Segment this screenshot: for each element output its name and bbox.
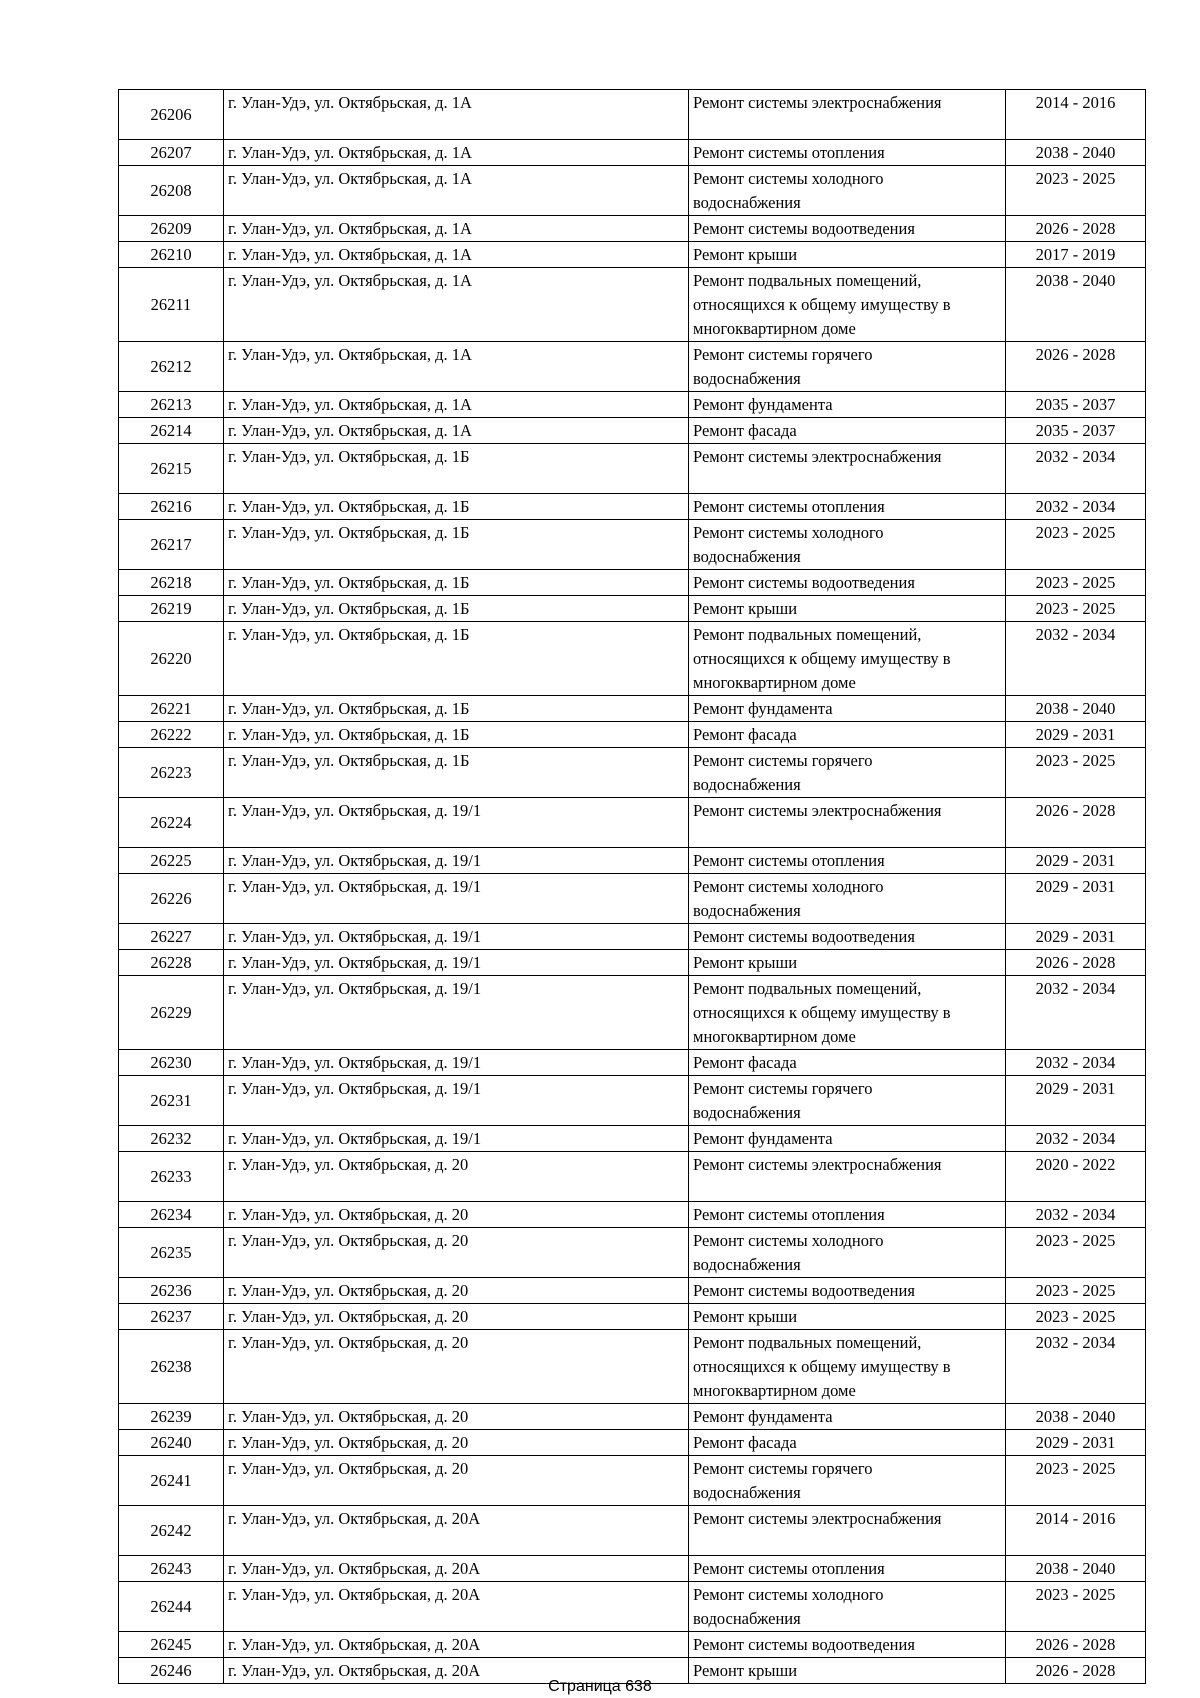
work-type-cell xyxy=(689,1076,1006,1126)
period-cell: 2023 - 2025 xyxy=(1006,520,1146,570)
table-row xyxy=(119,216,1146,242)
row-number: 26221 xyxy=(119,696,224,722)
row-number: 26215 xyxy=(119,444,224,494)
work-type-cell xyxy=(689,1632,1006,1658)
period-cell: 2029 - 2031 xyxy=(1006,722,1146,748)
address-cell: г. Улан-Удэ, ул. Октябрьская, д. 19/1 xyxy=(224,976,689,1050)
table-row xyxy=(119,90,1146,140)
row-number: 26237 xyxy=(119,1304,224,1330)
repair-schedule-table xyxy=(118,89,1146,1684)
work-type-line: Ремонт фасада xyxy=(693,1053,797,1072)
row-number: 26211 xyxy=(119,268,224,342)
work-type-cell xyxy=(689,1202,1006,1228)
address-cell: г. Улан-Удэ, ул. Октябрьская, д. 1А xyxy=(224,342,689,392)
work-type-line: Ремонт системы отопления xyxy=(693,1559,885,1578)
address-cell: г. Улан-Удэ, ул. Октябрьская, д. 20 xyxy=(224,1202,689,1228)
row-number: 26238 xyxy=(119,1330,224,1404)
work-type-line: Ремонт системы электроснабжения xyxy=(693,1509,942,1528)
table-row xyxy=(119,1278,1146,1304)
work-type-cell xyxy=(689,268,1006,342)
work-type-cell xyxy=(689,1556,1006,1582)
table-row xyxy=(119,418,1146,444)
table-row xyxy=(119,1456,1146,1506)
row-number: 26208 xyxy=(119,166,224,216)
period-cell: 2035 - 2037 xyxy=(1006,418,1146,444)
address-cell: г. Улан-Удэ, ул. Октябрьская, д. 20А xyxy=(224,1658,689,1684)
table-row xyxy=(119,1126,1146,1152)
work-type-cell xyxy=(689,596,1006,622)
work-type-line: многоквартирном доме xyxy=(693,319,856,338)
period-cell: 2026 - 2028 xyxy=(1006,798,1146,848)
address-cell: г. Улан-Удэ, ул. Октябрьская, д. 20 xyxy=(224,1278,689,1304)
work-type-line: относящихся к общему имуществу в xyxy=(693,1003,951,1022)
work-type-cell xyxy=(689,874,1006,924)
work-type-line: Ремонт фундамента xyxy=(693,1407,833,1426)
work-type-line: Ремонт подвальных помещений, xyxy=(693,1333,922,1352)
address-cell: г. Улан-Удэ, ул. Октябрьская, д. 20А xyxy=(224,1632,689,1658)
work-type-line: Ремонт системы холодного xyxy=(693,1231,884,1250)
work-type-cell xyxy=(689,622,1006,696)
period-cell: 2026 - 2028 xyxy=(1006,1658,1146,1684)
work-type-line: Ремонт фасада xyxy=(693,725,797,744)
work-type-cell xyxy=(689,798,1006,848)
row-number: 26206 xyxy=(119,90,224,140)
table-row xyxy=(119,1506,1146,1556)
work-type-line: Ремонт крыши xyxy=(693,953,798,972)
table-row xyxy=(119,1228,1146,1278)
work-type-line: Ремонт системы водоотведения xyxy=(693,573,915,592)
table-row xyxy=(119,166,1146,216)
period-cell: 2038 - 2040 xyxy=(1006,1556,1146,1582)
table-row xyxy=(119,342,1146,392)
address-cell: г. Улан-Удэ, ул. Октябрьская, д. 1А xyxy=(224,216,689,242)
work-type-line: Ремонт системы отопления xyxy=(693,851,885,870)
row-number: 26226 xyxy=(119,874,224,924)
address-cell: г. Улан-Удэ, ул. Октябрьская, д. 1Б xyxy=(224,520,689,570)
row-number: 26213 xyxy=(119,392,224,418)
work-type-line: Ремонт подвальных помещений, xyxy=(693,625,922,644)
address-cell: г. Улан-Удэ, ул. Октябрьская, д. 20 xyxy=(224,1456,689,1506)
table-row xyxy=(119,1582,1146,1632)
row-number: 26234 xyxy=(119,1202,224,1228)
work-type-line: Ремонт крыши xyxy=(693,1661,798,1680)
work-type-line: водоснабжения xyxy=(693,193,801,212)
table-row xyxy=(119,976,1146,1050)
table-row xyxy=(119,1304,1146,1330)
address-cell: г. Улан-Удэ, ул. Октябрьская, д. 1Б xyxy=(224,444,689,494)
period-cell: 2023 - 2025 xyxy=(1006,1228,1146,1278)
work-type-cell xyxy=(689,1278,1006,1304)
row-number: 26231 xyxy=(119,1076,224,1126)
address-cell: г. Улан-Удэ, ул. Октябрьская, д. 19/1 xyxy=(224,848,689,874)
address-cell: г. Улан-Удэ, ул. Октябрьская, д. 19/1 xyxy=(224,924,689,950)
address-cell: г. Улан-Удэ, ул. Октябрьская, д. 20 xyxy=(224,1330,689,1404)
address-cell: г. Улан-Удэ, ул. Октябрьская, д. 1Б xyxy=(224,596,689,622)
work-type-line: водоснабжения xyxy=(693,901,801,920)
period-cell: 2035 - 2037 xyxy=(1006,392,1146,418)
address-cell: г. Улан-Удэ, ул. Октябрьская, д. 19/1 xyxy=(224,798,689,848)
row-number: 26222 xyxy=(119,722,224,748)
row-number: 26207 xyxy=(119,140,224,166)
work-type-cell xyxy=(689,1228,1006,1278)
row-number: 26216 xyxy=(119,494,224,520)
table-row xyxy=(119,520,1146,570)
table-row xyxy=(119,748,1146,798)
address-cell: г. Улан-Удэ, ул. Октябрьская, д. 1А xyxy=(224,268,689,342)
period-cell: 2032 - 2034 xyxy=(1006,1202,1146,1228)
period-cell: 2023 - 2025 xyxy=(1006,1582,1146,1632)
row-number: 26225 xyxy=(119,848,224,874)
work-type-cell xyxy=(689,950,1006,976)
work-type-cell xyxy=(689,140,1006,166)
work-type-line: водоснабжения xyxy=(693,1609,801,1628)
work-type-cell xyxy=(689,1152,1006,1202)
period-cell: 2038 - 2040 xyxy=(1006,140,1146,166)
row-number: 26235 xyxy=(119,1228,224,1278)
row-number: 26243 xyxy=(119,1556,224,1582)
period-cell: 2032 - 2034 xyxy=(1006,1050,1146,1076)
work-type-line: многоквартирном доме xyxy=(693,673,856,692)
period-cell: 2038 - 2040 xyxy=(1006,268,1146,342)
table-row xyxy=(119,1202,1146,1228)
row-number: 26244 xyxy=(119,1582,224,1632)
table-row xyxy=(119,494,1146,520)
work-type-cell xyxy=(689,976,1006,1050)
period-cell: 2029 - 2031 xyxy=(1006,924,1146,950)
work-type-line: Ремонт системы водоотведения xyxy=(693,1635,915,1654)
work-type-line: Ремонт крыши xyxy=(693,245,798,264)
row-number: 26241 xyxy=(119,1456,224,1506)
row-number: 26210 xyxy=(119,242,224,268)
work-type-cell xyxy=(689,342,1006,392)
table-row xyxy=(119,924,1146,950)
address-cell: г. Улан-Удэ, ул. Октябрьская, д. 1Б xyxy=(224,722,689,748)
work-type-cell xyxy=(689,570,1006,596)
address-cell: г. Улан-Удэ, ул. Октябрьская, д. 1Б xyxy=(224,696,689,722)
work-type-cell xyxy=(689,444,1006,494)
work-type-cell xyxy=(689,520,1006,570)
address-cell: г. Улан-Удэ, ул. Октябрьская, д. 1Б xyxy=(224,494,689,520)
row-number: 26246 xyxy=(119,1658,224,1684)
work-type-line: Ремонт системы холодного xyxy=(693,877,884,896)
row-number: 26212 xyxy=(119,342,224,392)
work-type-cell xyxy=(689,494,1006,520)
period-cell: 2029 - 2031 xyxy=(1006,1430,1146,1456)
work-type-line: относящихся к общему имуществу в xyxy=(693,649,951,668)
period-cell: 2023 - 2025 xyxy=(1006,596,1146,622)
table-row xyxy=(119,1556,1146,1582)
work-type-line: Ремонт системы отопления xyxy=(693,497,885,516)
period-cell: 2032 - 2034 xyxy=(1006,622,1146,696)
table-row xyxy=(119,798,1146,848)
work-type-line: многоквартирном доме xyxy=(693,1381,856,1400)
period-cell: 2032 - 2034 xyxy=(1006,444,1146,494)
work-type-cell xyxy=(689,418,1006,444)
work-type-line: Ремонт подвальных помещений, xyxy=(693,271,922,290)
address-cell: г. Улан-Удэ, ул. Октябрьская, д. 1А xyxy=(224,166,689,216)
address-cell: г. Улан-Удэ, ул. Октябрьская, д. 20А xyxy=(224,1582,689,1632)
period-cell: 2020 - 2022 xyxy=(1006,1152,1146,1202)
period-cell: 2029 - 2031 xyxy=(1006,1076,1146,1126)
work-type-cell xyxy=(689,924,1006,950)
table-row xyxy=(119,1430,1146,1456)
work-type-cell xyxy=(689,216,1006,242)
period-cell: 2014 - 2016 xyxy=(1006,1506,1146,1556)
row-number: 26236 xyxy=(119,1278,224,1304)
period-cell: 2032 - 2034 xyxy=(1006,1126,1146,1152)
work-type-line: Ремонт крыши xyxy=(693,599,798,618)
period-cell: 2032 - 2034 xyxy=(1006,1330,1146,1404)
period-cell: 2026 - 2028 xyxy=(1006,1632,1146,1658)
period-cell: 2023 - 2025 xyxy=(1006,1278,1146,1304)
work-type-cell xyxy=(689,166,1006,216)
period-cell: 2023 - 2025 xyxy=(1006,166,1146,216)
address-cell: г. Улан-Удэ, ул. Октябрьская, д. 19/1 xyxy=(224,950,689,976)
row-number: 26228 xyxy=(119,950,224,976)
row-number: 26227 xyxy=(119,924,224,950)
address-cell: г. Улан-Удэ, ул. Октябрьская, д. 19/1 xyxy=(224,874,689,924)
work-type-cell xyxy=(689,1582,1006,1632)
page-number: Страница 638 xyxy=(548,1678,652,1695)
period-cell: 2023 - 2025 xyxy=(1006,748,1146,798)
row-number: 26232 xyxy=(119,1126,224,1152)
work-type-cell xyxy=(689,1050,1006,1076)
table-body xyxy=(119,90,1146,1684)
table-row xyxy=(119,622,1146,696)
table-row xyxy=(119,242,1146,268)
row-number: 26220 xyxy=(119,622,224,696)
period-cell: 2029 - 2031 xyxy=(1006,874,1146,924)
table-row xyxy=(119,444,1146,494)
work-type-cell xyxy=(689,1430,1006,1456)
work-type-line: Ремонт системы горячего xyxy=(693,1459,873,1478)
table-row xyxy=(119,1330,1146,1404)
address-cell: г. Улан-Удэ, ул. Октябрьская, д. 1А xyxy=(224,140,689,166)
address-cell: г. Улан-Удэ, ул. Октябрьская, д. 20 xyxy=(224,1228,689,1278)
work-type-line: Ремонт системы холодного xyxy=(693,1585,884,1604)
address-cell: г. Улан-Удэ, ул. Октябрьская, д. 20А xyxy=(224,1556,689,1582)
work-type-line: Ремонт системы электроснабжения xyxy=(693,93,942,112)
period-cell: 2029 - 2031 xyxy=(1006,848,1146,874)
address-cell: г. Улан-Удэ, ул. Октябрьская, д. 1Б xyxy=(224,748,689,798)
period-cell: 2026 - 2028 xyxy=(1006,342,1146,392)
table-row xyxy=(119,722,1146,748)
work-type-line: Ремонт системы горячего xyxy=(693,1079,873,1098)
work-type-line: Ремонт фасада xyxy=(693,1433,797,1452)
table-row xyxy=(119,268,1146,342)
address-cell: г. Улан-Удэ, ул. Октябрьская, д. 20А xyxy=(224,1506,689,1556)
period-cell: 2023 - 2025 xyxy=(1006,1304,1146,1330)
work-type-cell xyxy=(689,90,1006,140)
row-number: 26230 xyxy=(119,1050,224,1076)
work-type-line: относящихся к общему имуществу в xyxy=(693,295,951,314)
table-row xyxy=(119,1632,1146,1658)
work-type-line: Ремонт системы горячего xyxy=(693,345,873,364)
work-type-line: водоснабжения xyxy=(693,775,801,794)
work-type-line: Ремонт системы отопления xyxy=(693,1205,885,1224)
table-row xyxy=(119,570,1146,596)
work-type-cell xyxy=(689,1404,1006,1430)
address-cell: г. Улан-Удэ, ул. Октябрьская, д. 20 xyxy=(224,1430,689,1456)
address-cell: г. Улан-Удэ, ул. Октябрьская, д. 20 xyxy=(224,1304,689,1330)
work-type-cell xyxy=(689,696,1006,722)
row-number: 26245 xyxy=(119,1632,224,1658)
work-type-cell xyxy=(689,392,1006,418)
row-number: 26218 xyxy=(119,570,224,596)
row-number: 26233 xyxy=(119,1152,224,1202)
address-cell: г. Улан-Удэ, ул. Октябрьская, д. 19/1 xyxy=(224,1126,689,1152)
table-row xyxy=(119,596,1146,622)
row-number: 26219 xyxy=(119,596,224,622)
row-number: 26223 xyxy=(119,748,224,798)
work-type-line: Ремонт системы водоотведения xyxy=(693,219,915,238)
work-type-line: Ремонт системы водоотведения xyxy=(693,927,915,946)
period-cell: 2026 - 2028 xyxy=(1006,950,1146,976)
work-type-line: Ремонт системы холодного xyxy=(693,523,884,542)
work-type-line: Ремонт фасада xyxy=(693,421,797,440)
table-row xyxy=(119,696,1146,722)
row-number: 26214 xyxy=(119,418,224,444)
period-cell: 2038 - 2040 xyxy=(1006,1404,1146,1430)
work-type-line: Ремонт фундамента xyxy=(693,699,833,718)
row-number: 26242 xyxy=(119,1506,224,1556)
address-cell: г. Улан-Удэ, ул. Октябрьская, д. 20 xyxy=(224,1152,689,1202)
work-type-line: водоснабжения xyxy=(693,369,801,388)
row-number: 26240 xyxy=(119,1430,224,1456)
address-cell: г. Улан-Удэ, ул. Октябрьская, д. 19/1 xyxy=(224,1050,689,1076)
period-cell: 2017 - 2019 xyxy=(1006,242,1146,268)
work-type-line: водоснабжения xyxy=(693,1103,801,1122)
work-type-line: Ремонт системы водоотведения xyxy=(693,1281,915,1300)
work-type-line: Ремонт системы электроснабжения xyxy=(693,1155,942,1174)
work-type-line: Ремонт фундамента xyxy=(693,1129,833,1148)
work-type-line: Ремонт фундамента xyxy=(693,395,833,414)
work-type-cell xyxy=(689,748,1006,798)
work-type-line: Ремонт подвальных помещений, xyxy=(693,979,922,998)
work-type-line: Ремонт системы отопления xyxy=(693,143,885,162)
period-cell: 2032 - 2034 xyxy=(1006,494,1146,520)
address-cell: г. Улан-Удэ, ул. Октябрьская, д. 1Б xyxy=(224,570,689,596)
period-cell: 2014 - 2016 xyxy=(1006,90,1146,140)
row-number: 26229 xyxy=(119,976,224,1050)
row-number: 26209 xyxy=(119,216,224,242)
period-cell: 2026 - 2028 xyxy=(1006,216,1146,242)
work-type-cell xyxy=(689,1456,1006,1506)
table-row xyxy=(119,140,1146,166)
address-cell: г. Улан-Удэ, ул. Октябрьская, д. 1Б xyxy=(224,622,689,696)
address-cell: г. Улан-Удэ, ул. Октябрьская, д. 1А xyxy=(224,242,689,268)
table-row xyxy=(119,1152,1146,1202)
work-type-line: многоквартирном доме xyxy=(693,1027,856,1046)
work-type-line: Ремонт крыши xyxy=(693,1307,798,1326)
work-type-cell xyxy=(689,848,1006,874)
address-cell: г. Улан-Удэ, ул. Октябрьская, д. 1А xyxy=(224,392,689,418)
table-row xyxy=(119,950,1146,976)
work-type-line: Ремонт системы электроснабжения xyxy=(693,447,942,466)
address-cell: г. Улан-Удэ, ул. Октябрьская, д. 20 xyxy=(224,1404,689,1430)
address-cell: г. Улан-Удэ, ул. Октябрьская, д. 19/1 xyxy=(224,1076,689,1126)
row-number: 26239 xyxy=(119,1404,224,1430)
work-type-line: водоснабжения xyxy=(693,1255,801,1274)
work-type-line: Ремонт системы горячего xyxy=(693,751,873,770)
table-row xyxy=(119,874,1146,924)
work-type-line: относящихся к общему имуществу в xyxy=(693,1357,951,1376)
table-row xyxy=(119,1050,1146,1076)
period-cell: 2032 - 2034 xyxy=(1006,976,1146,1050)
work-type-cell xyxy=(689,1304,1006,1330)
table-row xyxy=(119,1404,1146,1430)
work-type-cell xyxy=(689,1506,1006,1556)
work-type-line: водоснабжения xyxy=(693,1483,801,1502)
row-number: 26224 xyxy=(119,798,224,848)
work-type-line: Ремонт системы электроснабжения xyxy=(693,801,942,820)
table-row xyxy=(119,1076,1146,1126)
work-type-line: Ремонт системы холодного xyxy=(693,169,884,188)
table-row xyxy=(119,848,1146,874)
address-cell: г. Улан-Удэ, ул. Октябрьская, д. 1А xyxy=(224,418,689,444)
table-row xyxy=(119,392,1146,418)
work-type-cell xyxy=(689,722,1006,748)
period-cell: 2023 - 2025 xyxy=(1006,1456,1146,1506)
period-cell: 2038 - 2040 xyxy=(1006,696,1146,722)
work-type-cell xyxy=(689,1330,1006,1404)
work-type-cell xyxy=(689,242,1006,268)
work-type-line: водоснабжения xyxy=(693,547,801,566)
row-number: 26217 xyxy=(119,520,224,570)
work-type-cell xyxy=(689,1126,1006,1152)
address-cell: г. Улан-Удэ, ул. Октябрьская, д. 1А xyxy=(224,90,689,140)
period-cell: 2023 - 2025 xyxy=(1006,570,1146,596)
